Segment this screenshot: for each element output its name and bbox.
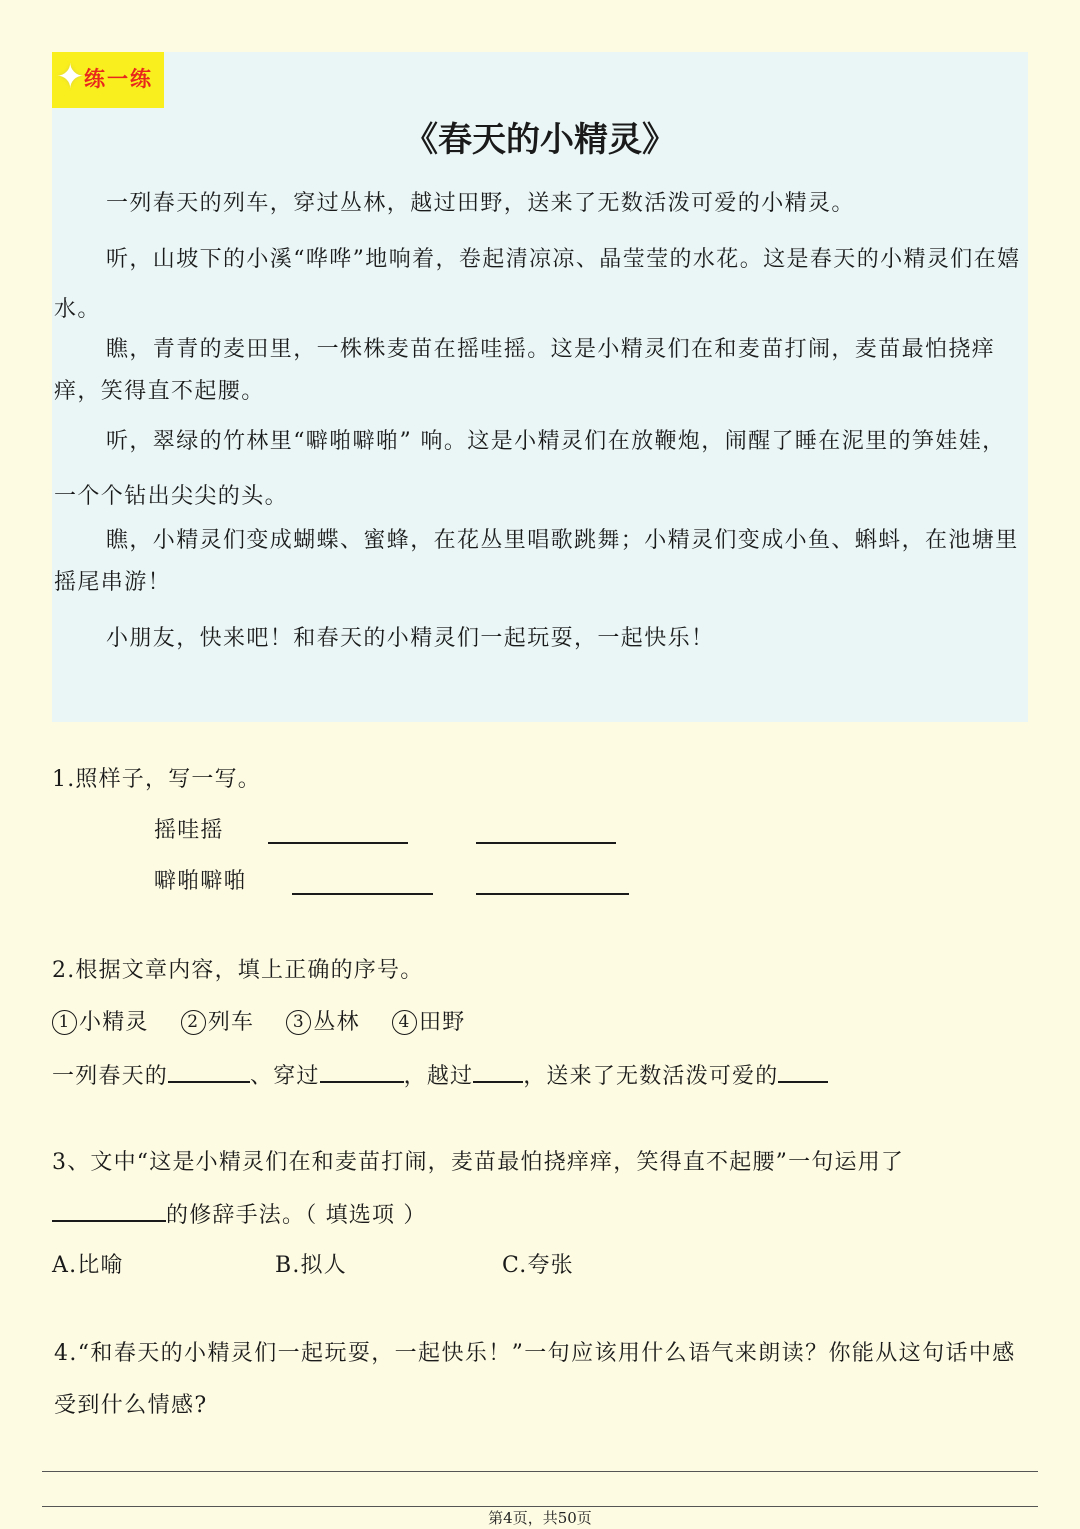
passage-paragraph-4: 听，翠绿的竹林里“噼啪噼啪” 响。这是小精灵们在放鞭炮，闹醒了睡在泥里的笋娃娃，一个个钻出尖尖的头。: [54, 429, 1006, 509]
q3-choice-a: A.比喻: [52, 1253, 124, 1278]
question-1-prompt: 1.照样子，写一写。: [52, 767, 261, 792]
q2-sentence-part-1: 一列春天的: [52, 1064, 169, 1089]
q3-answer-blank[interactable]: [52, 1198, 166, 1222]
q2-option-2: 2 列车: [181, 1010, 254, 1035]
sparkle-icon: ✦: [56, 57, 85, 97]
question-4-prompt: 4.“和春天的小精灵们一起玩耍，一起快乐！”一句应该用什么语气来朗读？你能从这句话中感受到什么情感?: [54, 1341, 1016, 1418]
passage-paragraph-5: 瞧，小精灵们变成蝴蝶、蜜蜂，在花丛里唱歌跳舞；小精灵们变成小鱼、蝌蚪，在池塘里摇尾串游！: [54, 528, 1019, 595]
q1-example-1: 摇哇摇: [154, 818, 224, 843]
q2-option-1: 1 小精灵: [52, 1010, 149, 1035]
answer-line-2[interactable]: [42, 1506, 1038, 1507]
passage-paragraph-3: 瞧，青青的麦田里，一株株麦苗在摇哇摇。这是小精灵们在和麦苗打闹，麦苗最怕挠痒痒，笑得直不起腰。: [54, 337, 996, 404]
q3-choice-c: C.夸张: [502, 1253, 574, 1278]
passage-title: 《春天的小精灵》: [404, 120, 676, 160]
q1-answer-blank-1a[interactable]: [268, 842, 408, 844]
question-2-prompt: 2.根据文章内容，填上正确的序号。: [52, 958, 424, 983]
q1-answer-blank-1b[interactable]: [476, 842, 616, 844]
circled-number-4: 4: [392, 1010, 417, 1035]
answer-line-1[interactable]: [42, 1471, 1038, 1472]
q2-fill-sentence: [52, 1059, 828, 1093]
q3-choice-b: B.拟人: [275, 1253, 347, 1278]
q3-line-2-text: 的修辞手法。（ 填选项 ）: [166, 1203, 427, 1228]
question-3-prompt: 3、文中“这是小精灵们在和麦苗打闹，麦苗最怕挠痒痒，笑得直不起腰”一句运用了: [52, 1150, 905, 1175]
circled-number-2: 2: [181, 1010, 206, 1035]
page-number: 第4页，共50页: [488, 1509, 592, 1527]
q1-example-2: 噼啪噼啪: [154, 869, 247, 894]
q2-sentence-part-4: ，送来了无数活泼可爱的: [523, 1064, 779, 1089]
q2-option-4: 4 田野: [392, 1010, 465, 1035]
passage-paragraph-2: 听，山坡下的小溪“哗哗”地响着，卷起清凉凉、晶莹莹的水花。这是春天的小精灵们在嬉水。: [54, 247, 1021, 322]
practice-tag: [52, 52, 164, 108]
q1-answer-blank-2a[interactable]: [292, 893, 433, 895]
practice-tag-label: 练一练: [84, 67, 153, 91]
q2-blank-3[interactable]: [473, 1059, 523, 1083]
q1-answer-blank-2b[interactable]: [476, 893, 629, 895]
passage-paragraph-1: 一列春天的列车，穿过丛林，越过田野，送来了无数活泼可爱的小精灵。: [106, 191, 855, 216]
circled-number-1: 1: [52, 1010, 77, 1035]
passage-paragraph-6: 小朋友，快来吧！和春天的小精灵们一起玩耍，一起快乐！: [106, 626, 715, 651]
q2-options: [52, 1007, 489, 1039]
q2-sentence-part-3: ，越过: [403, 1064, 474, 1089]
q2-blank-1[interactable]: [168, 1059, 250, 1083]
question-3-line-2: [52, 1198, 427, 1232]
circled-number-3: 3: [286, 1010, 311, 1035]
q2-blank-2[interactable]: [320, 1059, 404, 1083]
q2-sentence-part-2: 、穿过: [250, 1064, 320, 1089]
q2-option-3: 3 丛林: [286, 1010, 359, 1035]
q2-blank-4[interactable]: [778, 1059, 828, 1083]
